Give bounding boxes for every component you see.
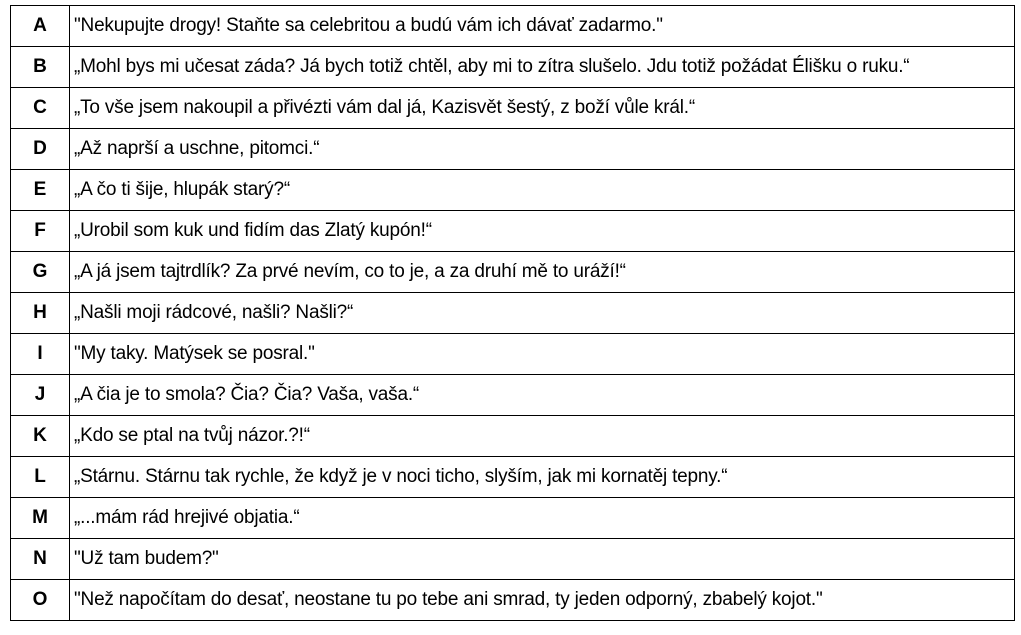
- row-quote: "My taky. Matýsek se posral.": [70, 334, 1015, 375]
- row-letter: A: [11, 6, 70, 47]
- table-row: [11, 580, 1015, 621]
- table-row: [11, 6, 1015, 47]
- table-row: [11, 252, 1015, 293]
- row-letter: O: [11, 580, 70, 621]
- row-quote: „A čo ti šije, hlupák starý?“: [70, 170, 1015, 211]
- row-letter: J: [11, 375, 70, 416]
- row-quote: „To vše jsem nakoupil a přivézti vám dal já, Kazisvět šestý, z boží vůle král.“: [70, 88, 1015, 129]
- table-row: [11, 88, 1015, 129]
- table-row: [11, 416, 1015, 457]
- row-letter: I: [11, 334, 70, 375]
- row-letter: N: [11, 539, 70, 580]
- row-letter: B: [11, 47, 70, 88]
- row-letter: F: [11, 211, 70, 252]
- table-row: [11, 498, 1015, 539]
- row-letter: D: [11, 129, 70, 170]
- table-row: [11, 293, 1015, 334]
- row-quote: „Kdo se ptal na tvůj názor.?!“: [70, 416, 1015, 457]
- table-row: [11, 375, 1015, 416]
- row-letter: G: [11, 252, 70, 293]
- quotes-table-body: [11, 6, 1015, 621]
- row-quote: „Stárnu. Stárnu tak rychle, že když je v noci ticho, slyším, jak mi kornatěj tepny.“: [70, 457, 1015, 498]
- row-quote: "Nekupujte drogy! Staňte sa celebritou a budú vám ich dávať zadarmo.": [70, 6, 1015, 47]
- table-row: [11, 539, 1015, 580]
- row-letter: H: [11, 293, 70, 334]
- quotes-table: [10, 5, 1015, 621]
- table-row: [11, 129, 1015, 170]
- table-row: [11, 334, 1015, 375]
- row-letter: M: [11, 498, 70, 539]
- row-quote: „Urobil som kuk und fidím das Zlatý kupón!“: [70, 211, 1015, 252]
- row-quote: „A já jsem tajtrdlík? Za prvé nevím, co to je, a za druhí mě to uráží!“: [70, 252, 1015, 293]
- row-letter: E: [11, 170, 70, 211]
- table-row: [11, 47, 1015, 88]
- row-letter: K: [11, 416, 70, 457]
- row-quote: „...mám rád hrejivé objatia.“: [70, 498, 1015, 539]
- table-row: [11, 170, 1015, 211]
- table-row: [11, 457, 1015, 498]
- table-row: [11, 211, 1015, 252]
- row-letter: C: [11, 88, 70, 129]
- row-quote: „Mohl bys mi učesat záda? Já bych totiž chtěl, aby mi to zítra slušelo. Jdu totiž požádat Élišku o ruku.“: [70, 47, 1015, 88]
- row-quote: „Našli moji rádcové, našli? Našli?“: [70, 293, 1015, 334]
- row-quote: „A čia je to smola? Čia? Čia? Vaša, vaša.“: [70, 375, 1015, 416]
- row-quote: "Než napočítam do desať, neostane tu po tebe ani smrad, ty jeden odporný, zbabelý kojot.": [70, 580, 1015, 621]
- row-quote: "Už tam budem?": [70, 539, 1015, 580]
- row-quote: „Až naprší a uschne, pitomci.“: [70, 129, 1015, 170]
- row-letter: L: [11, 457, 70, 498]
